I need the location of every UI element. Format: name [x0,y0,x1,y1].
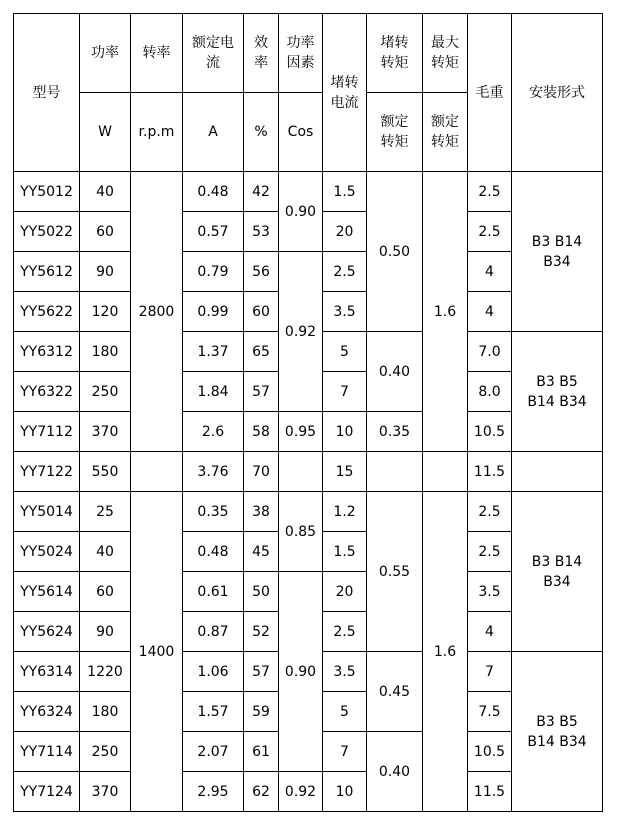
cell-power: 40 [80,172,131,212]
header-efficiency: 效 率 [244,14,279,93]
cell-locked-current: 1.2 [323,492,367,532]
cell-locked-current: 1.5 [323,532,367,572]
cell-current: 0.99 [183,292,244,332]
cell-locked-current: 2.5 [323,252,367,292]
cell-power: 90 [80,252,131,292]
cell-current: 0.79 [183,252,244,292]
cell-locked-current: 7 [323,732,367,772]
table-row [14,172,603,212]
unit-power: W [80,93,131,172]
cell-power: 1220 [80,652,131,692]
cell-weight: 7.0 [468,332,512,372]
cell-current: 3.76 [183,452,244,492]
cell-model: YY5614 [14,572,80,612]
cell-locked-torque: 0.50 [367,172,423,332]
table-row [14,492,603,532]
cell-locked-current: 5 [323,332,367,372]
cell-weight: 11.5 [468,452,512,492]
cell-current: 2.6 [183,412,244,452]
cell-power: 90 [80,612,131,652]
cell-weight: 2.5 [468,532,512,572]
cell-current: 2.07 [183,732,244,772]
cell-power: 550 [80,452,131,492]
cell-model: YY6324 [14,692,80,732]
cell-model: YY5612 [14,252,80,292]
cell-locked-current: 3.5 [323,652,367,692]
cell-locked-current: 20 [323,212,367,252]
cell-power-factor: 0.95 [279,412,323,452]
header-mount: 安装形式 [512,14,603,172]
cell-efficiency: 53 [244,212,279,252]
cell-locked-current: 7 [323,372,367,412]
header-weight: 毛重 [468,14,512,172]
cell-current: 2.95 [183,772,244,812]
header-speed: 转率 [131,14,183,93]
cell-power: 180 [80,332,131,372]
cell-power-factor: 0.90 [279,172,323,252]
cell-model: YY5022 [14,212,80,252]
cell-efficiency: 61 [244,732,279,772]
cell-power: 180 [80,692,131,732]
cell-power: 120 [80,292,131,332]
cell-power: 40 [80,532,131,572]
cell-model: YY5014 [14,492,80,532]
cell-model: YY6322 [14,372,80,412]
cell-weight: 7 [468,652,512,692]
cell-efficiency: 52 [244,612,279,652]
unit-efficiency: % [244,93,279,172]
cell-locked-current: 3.5 [323,292,367,332]
cell-weight: 4 [468,252,512,292]
cell-power: 60 [80,212,131,252]
cell-weight: 3.5 [468,572,512,612]
motor-spec-table [13,13,603,812]
cell-current: 0.87 [183,612,244,652]
cell-weight: 2.5 [468,492,512,532]
cell-power-factor-empty [279,452,323,492]
header-model: 型号 [14,14,80,172]
cell-efficiency: 38 [244,492,279,532]
cell-efficiency: 58 [244,412,279,452]
cell-efficiency: 59 [244,692,279,732]
header-rated-current: 额定电 流 [183,14,244,93]
cell-current: 1.57 [183,692,244,732]
cell-model: YY5622 [14,292,80,332]
table-row [14,452,603,492]
cell-weight: 4 [468,612,512,652]
cell-weight: 10.5 [468,412,512,452]
cell-efficiency: 42 [244,172,279,212]
cell-power-factor: 0.90 [279,572,323,772]
unit-current: A [183,93,244,172]
cell-locked-torque: 0.35 [367,412,423,452]
cell-power-factor: 0.92 [279,252,323,412]
header-power: 功率 [80,14,131,93]
cell-efficiency: 60 [244,292,279,332]
cell-model: YY6314 [14,652,80,692]
cell-speed-empty [131,452,183,492]
cell-weight: 8.0 [468,372,512,412]
cell-weight: 11.5 [468,772,512,812]
header-power-factor: 功率 因素 [279,14,323,93]
cell-model: YY5012 [14,172,80,212]
cell-max-torque-empty [423,452,468,492]
unit-locked-torque: 额定 转矩 [367,93,423,172]
cell-weight: 2.5 [468,172,512,212]
cell-locked-torque-empty [367,452,423,492]
cell-model: YY7112 [14,412,80,452]
cell-efficiency: 57 [244,372,279,412]
cell-locked-torque: 0.55 [367,492,423,652]
cell-current: 1.37 [183,332,244,372]
cell-current: 0.57 [183,212,244,252]
cell-locked-current: 20 [323,572,367,612]
cell-current: 0.48 [183,532,244,572]
cell-power: 250 [80,372,131,412]
cell-efficiency: 65 [244,332,279,372]
cell-efficiency: 62 [244,772,279,812]
cell-model: YY7124 [14,772,80,812]
cell-locked-current: 2.5 [323,612,367,652]
cell-current: 0.61 [183,572,244,612]
cell-model: YY6312 [14,332,80,372]
cell-max-torque: 1.6 [423,172,468,452]
cell-mount: B3 B5 B14 B34 [512,652,603,812]
cell-locked-current: 5 [323,692,367,732]
cell-weight: 10.5 [468,732,512,772]
cell-locked-current: 1.5 [323,172,367,212]
cell-efficiency: 70 [244,452,279,492]
cell-power: 25 [80,492,131,532]
cell-model: YY7114 [14,732,80,772]
cell-locked-torque: 0.40 [367,732,423,812]
cell-weight: 4 [468,292,512,332]
unit-power-factor: Cos [279,93,323,172]
cell-locked-torque: 0.40 [367,332,423,412]
cell-current: 0.48 [183,172,244,212]
cell-power: 250 [80,732,131,772]
cell-efficiency: 50 [244,572,279,612]
cell-speed: 1400 [131,492,183,812]
cell-locked-current: 10 [323,412,367,452]
cell-model: YY5624 [14,612,80,652]
cell-weight: 2.5 [468,212,512,252]
cell-efficiency: 45 [244,532,279,572]
cell-model: YY5024 [14,532,80,572]
cell-current: 0.35 [183,492,244,532]
cell-locked-current: 10 [323,772,367,812]
cell-locked-current: 15 [323,452,367,492]
cell-power-factor: 0.92 [279,772,323,812]
header-max-torque: 最大 转矩 [423,14,468,93]
cell-mount: B3 B14 B34 [512,172,603,332]
header-locked-torque: 堵转 转矩 [367,14,423,93]
cell-power: 370 [80,412,131,452]
header-locked-current: 堵转 电流 [323,14,367,172]
cell-power: 60 [80,572,131,612]
cell-current: 1.06 [183,652,244,692]
unit-max-torque: 额定 转矩 [423,93,468,172]
cell-mount: B3 B14 B34 [512,492,603,652]
cell-current: 1.84 [183,372,244,412]
cell-power: 370 [80,772,131,812]
unit-speed: r.p.m [131,93,183,172]
cell-model: YY7122 [14,452,80,492]
cell-locked-torque: 0.45 [367,652,423,732]
cell-max-torque: 1.6 [423,492,468,812]
cell-mount-empty [512,452,603,492]
cell-weight: 7.5 [468,692,512,732]
cell-efficiency: 56 [244,252,279,292]
cell-power-factor: 0.85 [279,492,323,572]
cell-efficiency: 57 [244,652,279,692]
cell-speed: 2800 [131,172,183,452]
cell-mount: B3 B5 B14 B34 [512,332,603,452]
